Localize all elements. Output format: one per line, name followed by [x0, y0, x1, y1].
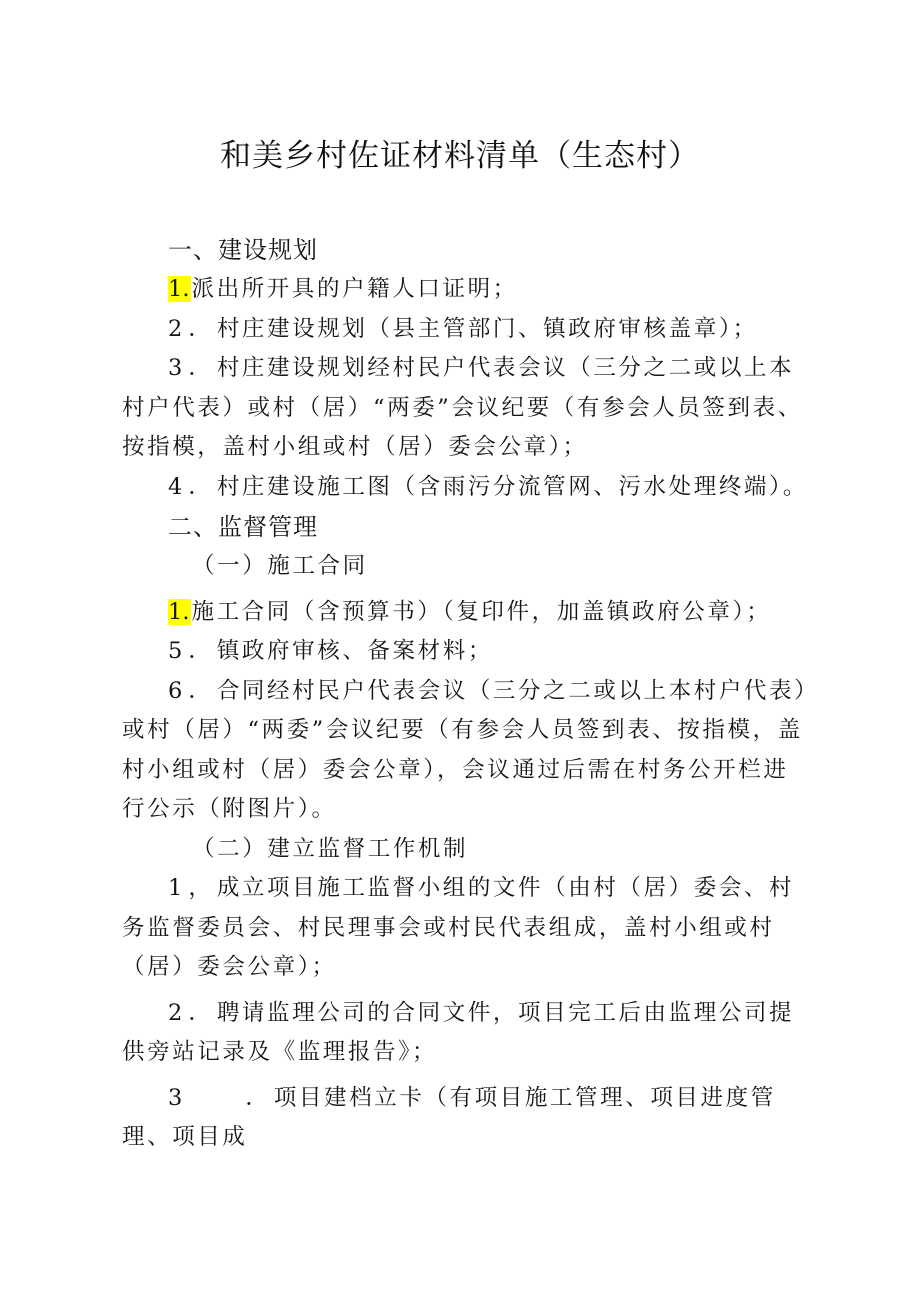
- item-text: 村庄建设规划（县主管部门、镇政府审核盖章）；: [216, 315, 758, 342]
- list-item: [122, 869, 812, 988]
- item-number: 3．: [168, 355, 217, 381]
- section-heading-planning: 一、建设规划: [168, 236, 318, 264]
- item-text: 项目建档立卡（有项目施工管理、项目进度管理、项目成: [122, 1084, 776, 1150]
- item-text: 村庄建设规划经村民户代表会议（三分之二或以上本村户代表）或村（居）“两委”会议纪要（有参会人员签到表、按指模，盖村小组或村（居）委会公章）；: [122, 355, 803, 460]
- item-text: 施工合同（含预算书）（复印件，加盖镇政府公章）；: [191, 598, 772, 625]
- highlighted-number: 1.: [168, 598, 190, 625]
- section-heading-supervision: 二、监督管理: [168, 513, 318, 541]
- item-text: 村庄建设施工图（含雨污分流管网、污水处理终端）。: [216, 473, 808, 500]
- item-text: 派出所开具的户籍人口证明；: [191, 276, 518, 302]
- item-text: 聘请监理公司的合同文件，项目完工后由监理公司提供旁站记录及《监理报告》；: [122, 999, 795, 1065]
- item-number: 3 ．: [168, 1084, 274, 1111]
- subsection-heading-mechanism: （二）建立监督工作机制: [192, 835, 469, 862]
- highlighted-number: 1.: [168, 276, 190, 302]
- item-number: 1，: [168, 875, 217, 901]
- list-item: [122, 310, 812, 350]
- list-item: [122, 1079, 812, 1158]
- document-title: 和美乡村佐证材料清单（生态村）: [220, 138, 700, 174]
- list-item: [122, 994, 812, 1073]
- item-text: 合同经村民户代表会议（三分之二或以上本村户代表）或村（居）“两委”会议纪要（有参会人员签到表、按指模，盖村小组或村（居）委会公章），会议通过后需在村务公开栏进行公示（附图片）。: [122, 677, 808, 822]
- item-number: 6．: [168, 677, 217, 704]
- item-number: 2．: [168, 999, 217, 1026]
- list-item: [122, 672, 812, 830]
- list-item: [122, 349, 812, 468]
- item-text: 成立项目施工监督小组的文件（由村（居）委会、村务监督委员会、村民理事会或村民代表组成，盖村小组或村（居）委会公章）；: [122, 875, 795, 980]
- item-text: 镇政府审核、备案材料；: [216, 638, 493, 664]
- item-number: 5．: [168, 638, 217, 664]
- subsection-heading-contract: （一）施工合同: [192, 553, 368, 579]
- document-body: [122, 230, 812, 1158]
- list-item: [122, 593, 812, 633]
- item-number: 4．: [168, 473, 217, 500]
- item-number: 2．: [168, 315, 217, 342]
- list-item: [122, 270, 812, 310]
- list-item: [122, 632, 812, 672]
- list-item: [122, 468, 812, 508]
